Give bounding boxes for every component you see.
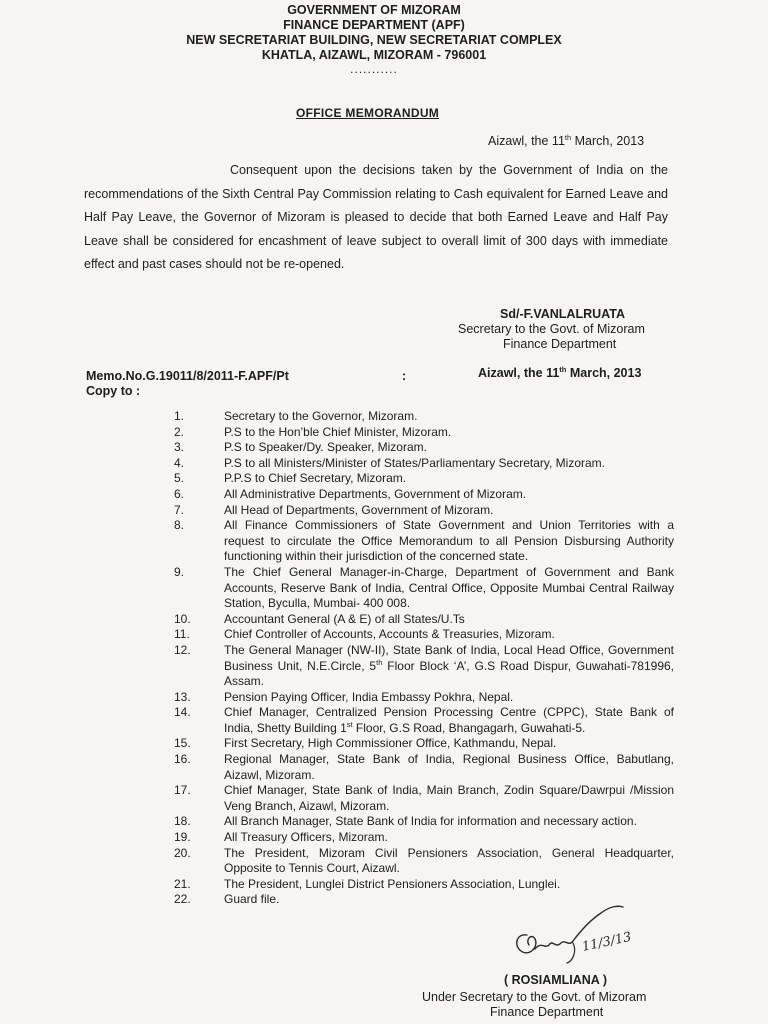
list-item: 20. The President, Mizoram Civil Pensioners Association, General Headquarter, Opposite to Tennis Court, Aizawl. [174,845,674,876]
list-item: 15. First Secretary, High Commissioner Office, Kathmandu, Nepal. [174,736,557,751]
list-item: 4. P.S to all Ministers/Minister of States/Parliamentary Secretary, Mizoram. [174,455,606,470]
list-item: 3. P.S to Speaker/Dy. Speaker, Mizoram. [174,440,427,455]
list-item: 22. Guard file. [174,892,280,907]
copy-list [170,409,674,908]
list-item: 6. All Administrative Departments, Government of Mizoram. [174,486,527,501]
header-address: KHATLA, AIZAWL, MIZORAM - 796001 [261,48,487,62]
signatory2-name: ( ROSIAMLIANA ) [504,973,607,987]
list-item: 11. Chief Controller of Accounts, Accounts & Treasuries, Mizoram. [174,627,555,642]
signature-date: 11/3/13 [580,929,633,955]
header-divider: ........... [350,62,398,76]
header-government: GOVERNMENT OF MIZORAM [287,3,461,17]
list-item: 8. All Finance Commissioners of State Government and Union Territories with a request to circulate the Office Memorandum to all Pension Disbursing Authority functioning within their jurisdiction of the concerned state. [174,518,674,564]
body-paragraph [84,159,668,277]
list-item: 2. P.S to the Hon’ble Chief Minister, Mizoram. [174,424,452,439]
signatory2-department: Finance Department [490,1005,604,1019]
list-item: 13. Pension Paying Officer, India Embassy Pokhra, Nepal. [174,689,514,704]
list-item: 18. All Branch Manager, State Bank of India for information and necessary action. [174,814,637,829]
handwritten-signature [505,905,640,971]
list-item: 21. The President, Lunglei District Pensioners Association, Lunglei. [174,876,561,891]
list-item: 5. P.P.S to Chief Secretary, Mizoram. [174,471,407,486]
list-item: 9. The Chief General Manager-in-Charge, Department of Government and Bank Accounts, Reserve Bank of India, Central Office, Opposite Mumbai Central Railway Station, Byculla, Mumbai- 400 008. [174,564,674,611]
list-item: 17. Chief Manager, State Bank of India, Main Branch, Zodin Square/Dawrpui /Mission Veng Branch, Aizawl, Mizoram. [174,783,674,813]
memo-number: Memo.No.G.19011/8/2011-F.APF/Pt [86,369,289,383]
body-text: Consequent upon the decisions taken by the Government of India on the recommendations of the Sixth Central Pay Commission relating to Cash equivalent for Earned Leave and Half Pay Leave, the Governor of Mizoram is pleased to decide that both Earned Leave and Half Pay Leave shall be considered for encashment of leave subject to overall limit of 300 days with immediate effect and past cases should not be re-opened. [84,163,668,271]
document-title: OFFICE MEMORANDUM [296,106,440,120]
signatory1-name: Sd/-F.VANLALRUATA [500,307,625,321]
list-item: 19. All Treasury Officers, Mizoram. [174,830,388,845]
list-item: 14. Chief Manager, Centralized Pension Processing Centre (CPPC), State Bank of India, Shetty Building 1st Floor, G.S Road, Bhangagarh, Guwahati-5. [174,705,674,735]
header-building: NEW SECRETARIAT BUILDING, NEW SECRETARIAT COMPLEX [186,33,562,47]
signatory2-designation: Under Secretary to the Govt. of Mizoram [422,990,647,1004]
list-item: 7. All Head of Departments, Government of Mizoram. [174,502,494,517]
copy-to-label: Copy to : [86,384,141,398]
list-item: 12. The General Manager (NW-II), State Bank of India, Local Head Office, Government Business Unit, N.E.Circle, 5th Floor Block ‘A’, G.S Road Dispur, Guwahati-781996, Assam. [174,642,675,689]
signatory1-department: Finance Department [503,337,617,351]
list-item: 16. Regional Manager, State Bank of India, Regional Business Office, Babutlang, Aizawl, Mizoram. [174,752,674,782]
signatory1-designation: Secretary to the Govt. of Mizoram [458,322,645,336]
memo-colon: : [402,369,407,383]
header-department: FINANCE DEPARTMENT (APF) [283,18,465,32]
list-item: 1. Secretary to the Governor, Mizoram. [174,409,418,423]
document-date: Aizawl, the 11th March, 2013 [488,132,645,148]
memo-date: Aizawl, the 11th March, 2013 [478,364,642,380]
list-item: 10. Accountant General (A & E) of all States/U.Ts [174,611,465,626]
